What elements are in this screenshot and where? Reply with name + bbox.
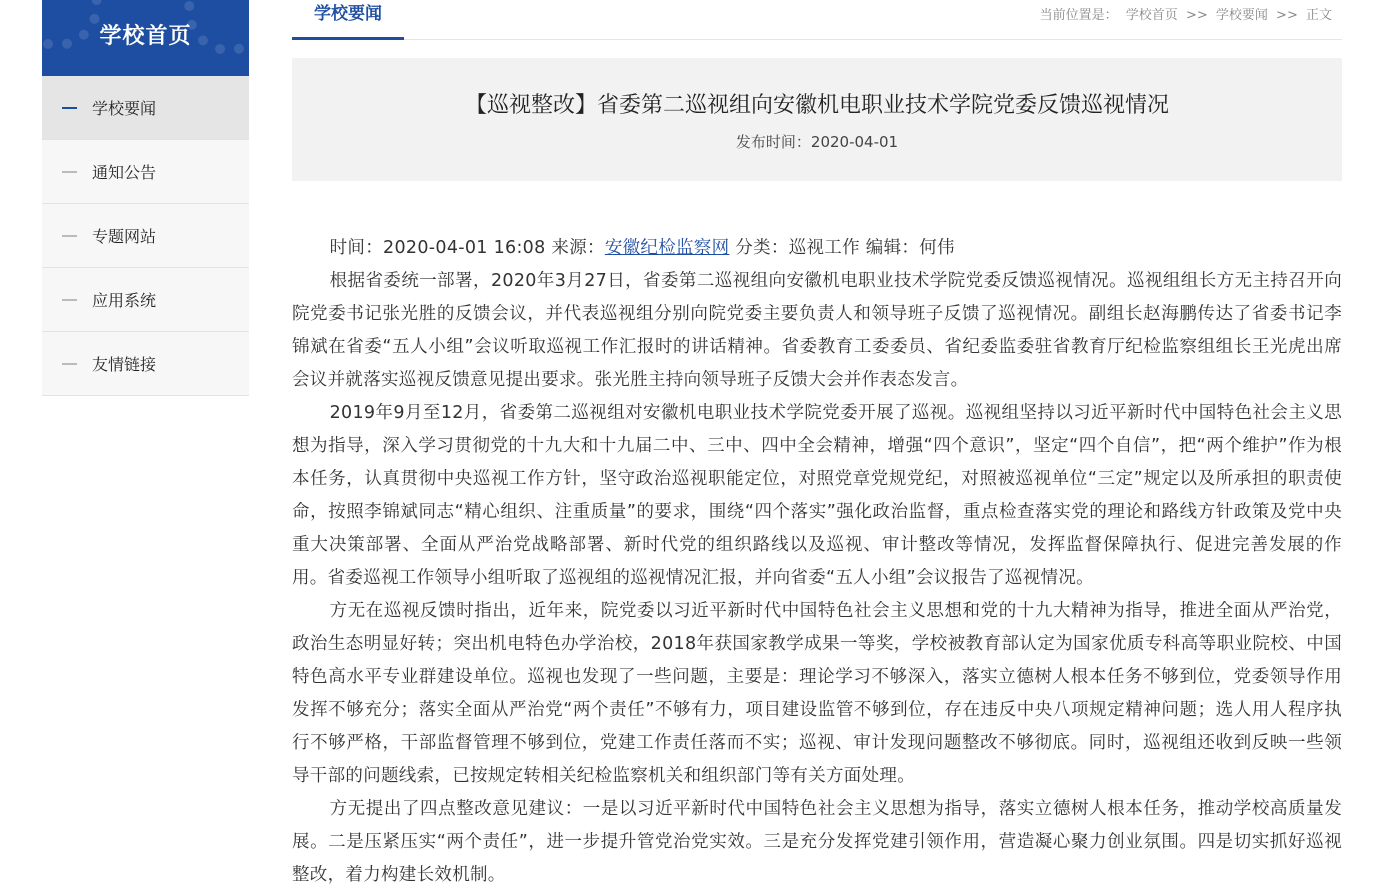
sidebar-item-app-systems[interactable] — [42, 268, 249, 332]
editor-value: 何伟 — [919, 238, 955, 258]
dash-icon — [62, 171, 77, 173]
dash-icon — [62, 235, 77, 237]
breadcrumb-separator: >> — [1185, 8, 1208, 23]
sidebar-header[interactable] — [42, 0, 249, 76]
article-paragraph: 根据省委统一部署，2020年3月27日，省委第二巡视组向安徽机电职业技术学院党委反馈巡视情况。巡视组组长方无主持召开向院党委书记张光胜的反馈会议，并代表巡视组分别向院党委主要负责人和领导班子反馈了巡视情况。副组长赵海鹏传达了省委书记李锦斌在省委“五人小组”会议听取巡视工作汇报时的讲话精神。省委教育工委委员、省纪委监委驻省教育厅纪检监察组组长王光虎出席会议并就落实巡视反馈意见提出要求。张光胜主持向领导班子反馈大会并作表态发言。 — [292, 271, 1342, 390]
sidebar-item-notices[interactable] — [42, 140, 249, 204]
article-meta — [292, 232, 1342, 265]
breadcrumb-home-link[interactable]: 学校首页 — [1125, 8, 1178, 23]
gear-pattern-icon — [42, 0, 102, 50]
breadcrumb-section-link[interactable]: 学校要闻 — [1215, 8, 1268, 23]
article-paragraph: 方无提出了四点整改意见建议：一是以习近平新时代中国特色社会主义思想为指导，落实立德树人根本任务，推动学校高质量发展。二是压紧压实“两个责任”，进一步提升管党治党实效。三是充分发挥党建引领作用，营造凝心聚力创业氛围。四是切实抓好巡视整改，着力构建长效机制。 — [292, 799, 1342, 885]
article-title: 【巡视整改】省委第二巡视组向安徽机电职业技术学院党委反馈巡视情况 — [464, 93, 1169, 118]
editor-label: 编辑： — [865, 238, 920, 258]
category-value: 巡视工作 — [788, 238, 860, 258]
article-paragraph: 方无在巡视反馈时指出，近年来，院党委以习近平新时代中国特色社会主义思想和党的十九大精神为指导，推进全面从严治党，政治生态明显好转；突出机电特色办学治校，2018年获国家教学成果一等奖，学校被教育部认定为国家优质专科高等职业院校、中国特色高水平专业群建设单位。巡视也发现了一些问题，主要是：理论学习不够深入，落实立德树人根本任务不够到位，党委领导作用发挥不够充分；落实全面从严治党“两个责任”不够有力，项目建设监管不够到位，存在违反中央八项规定精神问题；选人用人程序执行不够严格，干部监督管理不够到位，党建工作责任落而不实；巡视、审计发现问题整改不够彻底。同时，巡视组还收到反映一些领导干部的问题线索，已按规定转相关纪检监察机关和组织部门等有关方面处理。 — [292, 601, 1342, 786]
article-paragraph: 2019年9月至12月，省委第二巡视组对安徽机电职业技术学院党委开展了巡视。巡视组坚持以习近平新时代中国特色社会主义思想为指导，深入学习贯彻党的十九大和十九届二中、三中、四中全会精神，增强“四个意识”，坚定“四个自信”，把“两个维护”作为根本任务，认真贯彻中央巡视工作方针，坚守政治巡视职能定位，对照党章党规党纪，对照被巡视单位“三定”规定以及所承担的职责使命，按照李锦斌同志“精心组织、注重质量”的要求，围绕“四个落实”强化政治监督，重点检查落实党的理论和路线方针政策及党中央重大决策部署、全面从严治党战略部署、新时代党的组织路线以及巡视、审计整改等情况，发挥监督保障执行、促进完善发展的作用。省委巡视工作领导小组听取了巡视组的巡视情况汇报，并向省委“五人小组”会议报告了巡视情况。 — [292, 403, 1342, 588]
sidebar-item-label: 专题网站 — [92, 227, 157, 246]
breadcrumb — [1036, 4, 1332, 23]
dash-icon — [62, 107, 77, 109]
publish-date: 发布时间：2020-04-01 — [735, 133, 899, 151]
article-header — [292, 58, 1342, 181]
sidebar-title: 学校首页 — [99, 23, 192, 49]
breadcrumb-separator: >> — [1276, 8, 1298, 23]
dash-icon — [62, 299, 77, 301]
main-content — [292, 0, 1342, 891]
gear-pattern-icon — [184, 0, 249, 55]
time-value: 2020-04-01 16:08 — [383, 238, 546, 258]
source-label: 来源： — [551, 238, 605, 258]
sidebar-item-label: 友情链接 — [92, 355, 157, 374]
breadcrumb-current: 正文 — [1305, 8, 1332, 23]
section-title-tab[interactable]: 学校要闻 — [292, 0, 404, 40]
sidebar-item-special-sites[interactable] — [42, 204, 249, 268]
sidebar-item-links[interactable] — [42, 332, 249, 396]
sidebar-item-school-news[interactable] — [42, 76, 249, 140]
category-label: 分类： — [735, 238, 789, 258]
source-link[interactable]: 安徽纪检监察网 — [604, 238, 730, 258]
article-body — [292, 181, 1342, 891]
sidebar-item-label: 应用系统 — [92, 291, 157, 310]
breadcrumb-prefix: 当前位置是： — [1039, 8, 1118, 23]
sidebar-item-label: 通知公告 — [92, 163, 157, 182]
sidebar-item-label: 学校要闻 — [92, 99, 157, 118]
dash-icon — [62, 363, 77, 365]
sidebar — [42, 0, 249, 396]
section-header — [292, 0, 1342, 40]
time-label: 时间： — [329, 238, 384, 258]
